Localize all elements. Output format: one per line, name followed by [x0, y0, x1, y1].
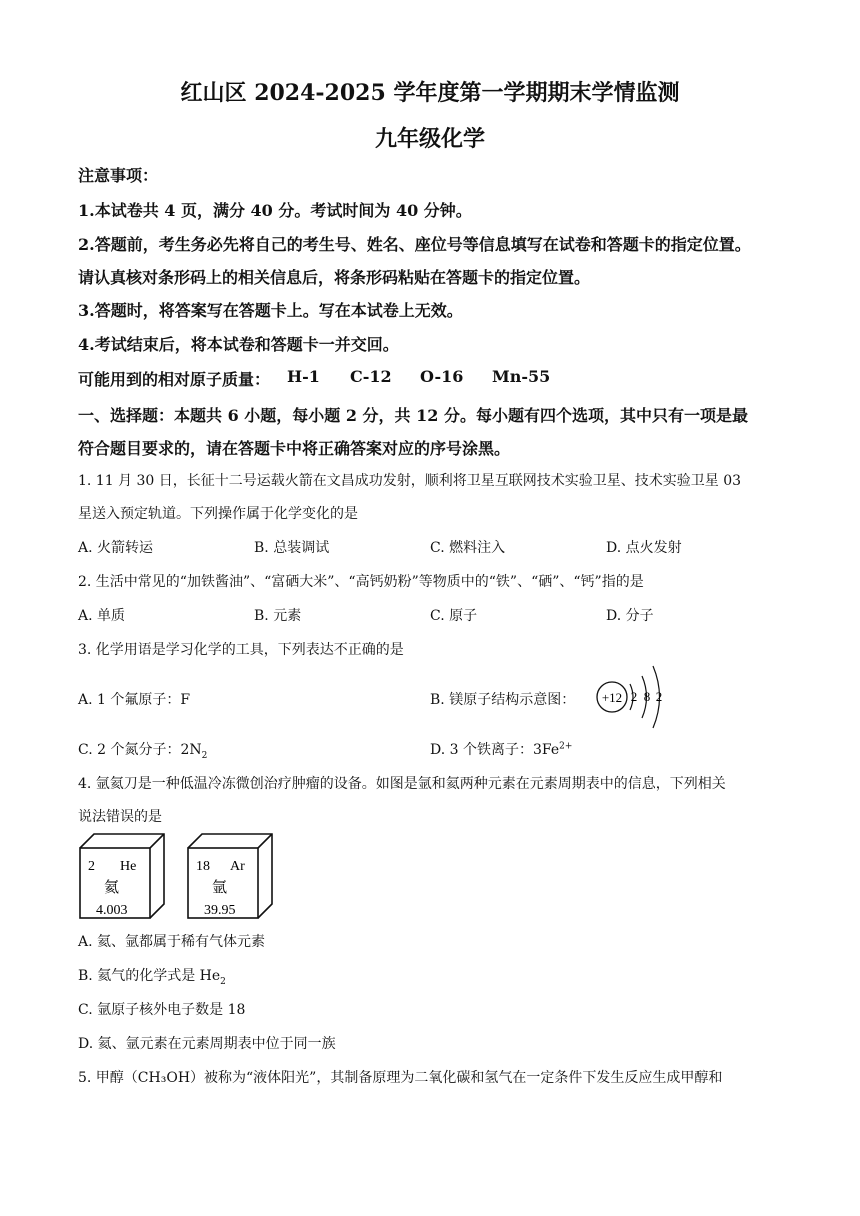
question-4-stem: 4. 氩氦刀是一种低温冷冻微创治疗肿瘤的设备。如图是氩和氦两种元素在元素周期表中的信息，下列相关 — [78, 776, 726, 792]
option-b-text: B. 氦气的化学式是 He — [78, 968, 221, 984]
shell-electrons: 2 — [630, 689, 638, 704]
exam-title: 红山区 2024-2025 学年度第一学期期末学情监测 — [180, 80, 680, 106]
element-name: 氦 — [104, 878, 120, 896]
question-4-option-a: A. 氦、氩都属于稀有气体元素 — [78, 934, 266, 950]
question-4-option-b — [78, 965, 226, 987]
notes-item: 1.本试卷共 4 页，满分 40 分。考试时间为 40 分钟。 — [78, 201, 472, 220]
atomic-mass-o: O-16 — [420, 367, 464, 386]
question-2-option-a: A. 单质 — [78, 608, 126, 624]
subscript: 2 — [220, 976, 226, 987]
question-1-option-d: D. 点火发射 — [606, 540, 682, 556]
atomic-mass: 39.95 — [204, 903, 236, 918]
question-1-option-b: B. 总装调试 — [254, 540, 330, 556]
question-2-option-c: C. 原子 — [430, 608, 478, 624]
notes-item: 请认真核对条形码上的相关信息后，将条形码粘贴在答题卡的指定位置。 — [78, 268, 591, 287]
question-4-option-c: C. 氩原子核外电子数是 18 — [78, 1002, 246, 1018]
question-3-option-b: B. 镁原子结构示意图： — [430, 692, 576, 708]
atomic-mass-h: H-1 — [287, 367, 320, 386]
question-3-option-d — [430, 739, 572, 759]
shell-electrons: 2 — [655, 689, 663, 704]
section-heading-cont: 符合题目要求的，请在答题卡中将正确答案对应的序号涂黑。 — [78, 439, 511, 458]
notes-item: 4.考试结束后，将本试卷和答题卡一并交回。 — [78, 335, 399, 354]
element-symbol: Ar — [230, 859, 245, 874]
subscript: 2 — [201, 750, 208, 761]
option-c-text: C. 2 个氮分子：2N — [78, 742, 202, 758]
question-1-stem-cont: 星送入预定轨道。下列操作属于化学变化的是 — [78, 506, 358, 522]
atomic-mass-mn: Mn-55 — [492, 367, 551, 386]
notes-item: 2.答题前，考生务必先将自己的考生号、姓名、座位号等信息填写在试卷和答题卡的指定位置。 — [78, 235, 751, 254]
question-3-option-a: A. 1 个氟原子：F — [78, 692, 191, 708]
superscript: 2+ — [559, 741, 573, 752]
shell-electrons: 8 — [643, 689, 651, 704]
question-4-stem-cont: 说法错误的是 — [78, 809, 162, 825]
section-heading: 一、选择题：本题共 6 小题，每小题 2 分，共 12 分。每小题有四个选项，其中只有一项是最 — [78, 406, 748, 425]
nucleus-charge: +12 — [601, 690, 623, 705]
question-2-option-b: B. 元素 — [254, 608, 302, 624]
notes-item: 3.答题时，将答案写在答题卡上。写在本试卷上无效。 — [78, 301, 463, 320]
atomic-number: 2 — [88, 859, 95, 874]
question-5-stem: 5. 甲醇（CH₃OH）被称为“液体阳光”，其制备原理为二氧化碳和氢气在一定条件下发生反应生成甲醇和 — [78, 1070, 723, 1086]
question-1-option-a: A. 火箭转运 — [78, 540, 154, 556]
option-d-text: D. 3 个铁离子：3Fe — [430, 742, 560, 758]
exam-subtitle: 九年级化学 — [374, 126, 485, 152]
element-name: 氩 — [212, 878, 228, 896]
atomic-mass: 4.003 — [96, 903, 128, 918]
question-1-stem: 1. 11 月 30 日，长征十二号运载火箭在文昌成功发射，顺利将卫星互联网技术实验卫星、技术实验卫星 03 — [78, 473, 742, 489]
question-3-option-c — [78, 739, 207, 761]
atomic-mass-label: 可能用到的相对原子质量： — [78, 370, 271, 389]
atomic-mass-c: C-12 — [350, 367, 392, 386]
question-1-option-c: C. 燃料注入 — [430, 540, 506, 556]
atomic-number: 18 — [196, 859, 210, 874]
question-2-stem: 2. 生活中常见的“加铁酱油”、“富硒大米”、“高钙奶粉”等物质中的“铁”、“硒”、“钙”指的是 — [78, 574, 644, 590]
magnesium-atom-diagram — [590, 660, 670, 730]
question-3-stem: 3. 化学用语是学习化学的工具，下列表达不正确的是 — [78, 642, 404, 658]
question-2-option-d: D. 分子 — [606, 608, 654, 624]
periodic-cell-argon — [186, 832, 276, 922]
periodic-cell-helium — [78, 832, 168, 922]
question-4-option-d: D. 氦、氩元素在元素周期表中位于同一族 — [78, 1036, 336, 1052]
notes-heading: 注意事项： — [78, 166, 159, 185]
element-symbol: He — [120, 859, 137, 874]
